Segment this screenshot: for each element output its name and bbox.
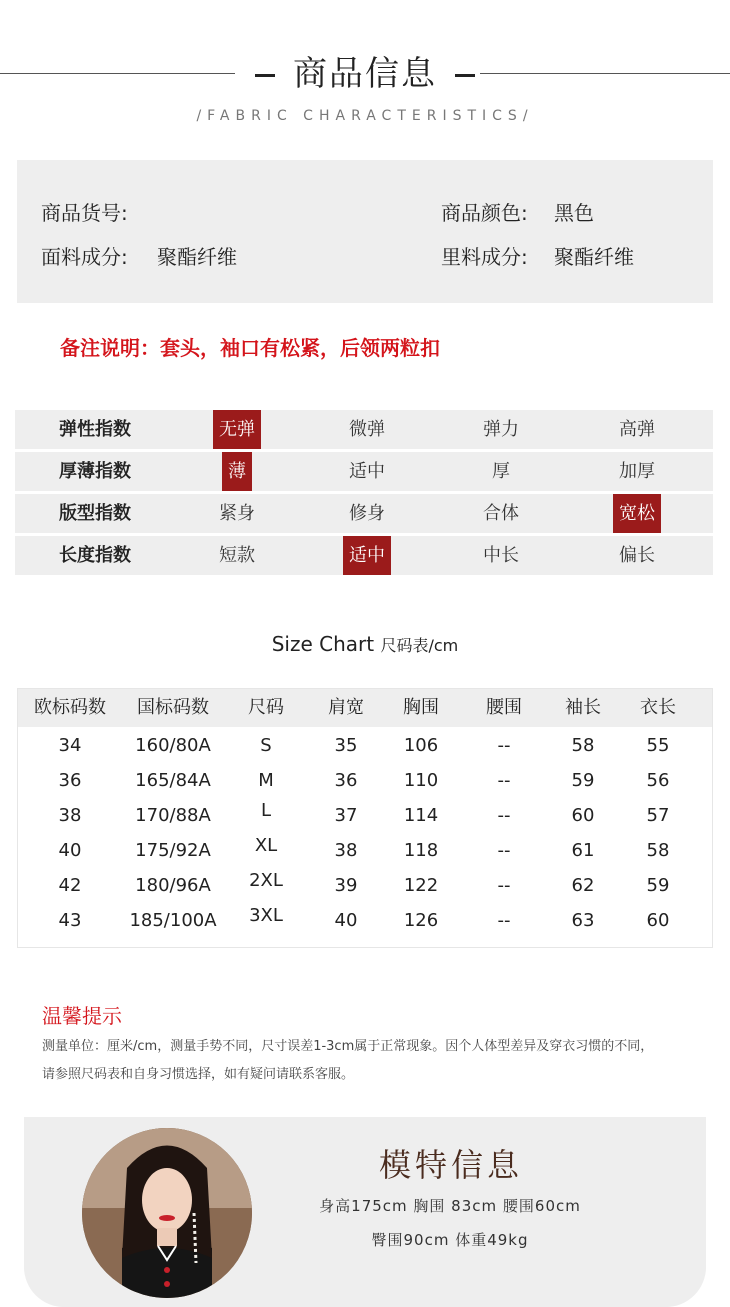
index-option bbox=[439, 536, 563, 575]
index-option-label: 高弹 bbox=[619, 419, 655, 440]
size-chart-header-cell: 欧标码数 bbox=[34, 697, 106, 718]
product-info-panel bbox=[17, 160, 713, 303]
table-cell: 165/84A bbox=[135, 770, 211, 791]
index-option-label: 微弹 bbox=[349, 419, 385, 440]
index-row-label: 弹性指数 bbox=[59, 419, 131, 440]
index-option bbox=[305, 410, 429, 449]
model-portrait-image bbox=[82, 1128, 252, 1298]
dash-left bbox=[255, 74, 275, 77]
table-cell: 34 bbox=[58, 735, 82, 756]
table-cell: 57 bbox=[646, 805, 670, 826]
index-option bbox=[305, 536, 429, 575]
index-option bbox=[175, 410, 299, 449]
index-option-selected: 薄 bbox=[222, 452, 252, 491]
table-cell: -- bbox=[497, 805, 511, 826]
size-chart-table bbox=[17, 688, 713, 948]
index-row bbox=[15, 410, 713, 449]
index-option-label: 短款 bbox=[219, 545, 255, 566]
table-cell: 38 bbox=[58, 805, 82, 826]
table-cell: L bbox=[260, 800, 272, 821]
index-option-label: 中长 bbox=[483, 545, 519, 566]
lining-value: 聚酯纤维 bbox=[554, 245, 634, 269]
index-option-label: 修身 bbox=[349, 503, 385, 524]
table-cell: 59 bbox=[646, 875, 670, 896]
fabric-value: 聚酯纤维 bbox=[157, 245, 237, 269]
model-measurements-1: 身高175cm 胸围 83cm 腰围60cm bbox=[319, 1197, 581, 1215]
table-cell: -- bbox=[497, 735, 511, 756]
table-row bbox=[18, 770, 712, 800]
table-cell: 61 bbox=[571, 840, 595, 861]
index-option-label: 厚 bbox=[492, 461, 510, 482]
color-label: 商品颜色: bbox=[441, 201, 528, 225]
size-chart-header-cell: 国标码数 bbox=[137, 697, 209, 718]
index-option bbox=[439, 410, 563, 449]
table-cell: S bbox=[260, 735, 272, 756]
table-cell: M bbox=[258, 770, 274, 791]
table-cell: 3XL bbox=[249, 905, 283, 926]
size-chart-header-cell: 袖长 bbox=[565, 697, 601, 718]
tip-line-2: 请参照尺码表和自身习惯选择，如有疑问请联系客服。 bbox=[42, 1067, 355, 1082]
tip-line-1: 测量单位：厘米/cm，测量手势不同，尺寸误差1-3cm属于正常现象。因个人体型差异及穿衣习惯的不同， bbox=[42, 1039, 654, 1054]
index-option bbox=[305, 452, 429, 491]
table-cell: 180/96A bbox=[135, 875, 211, 896]
model-avatar bbox=[82, 1128, 252, 1298]
size-chart-header-cell: 胸围 bbox=[403, 697, 439, 718]
model-info-title: 模特信息 bbox=[378, 1146, 523, 1184]
table-cell: -- bbox=[497, 840, 511, 861]
table-cell: 37 bbox=[334, 805, 358, 826]
table-cell: 110 bbox=[403, 770, 439, 791]
index-option-label: 紧身 bbox=[219, 503, 255, 524]
table-cell: 36 bbox=[334, 770, 358, 791]
index-option bbox=[575, 452, 699, 491]
index-row bbox=[15, 452, 713, 491]
size-chart-header-cell: 衣长 bbox=[640, 697, 676, 718]
index-option bbox=[175, 536, 299, 575]
color-value: 黑色 bbox=[554, 201, 594, 225]
size-chart-title-en: Size Chart bbox=[271, 632, 375, 656]
table-cell: 175/92A bbox=[135, 840, 211, 861]
page-title-wrap bbox=[0, 46, 730, 95]
table-cell: 160/80A bbox=[135, 735, 211, 756]
index-option bbox=[575, 494, 699, 533]
index-option bbox=[439, 494, 563, 533]
lining-label: 里料成分: bbox=[441, 245, 528, 269]
table-cell: 58 bbox=[646, 840, 670, 861]
index-option-label: 适中 bbox=[349, 461, 385, 482]
table-cell: 43 bbox=[58, 910, 82, 931]
fabric-label: 面料成分: bbox=[41, 245, 128, 269]
table-cell: 40 bbox=[58, 840, 82, 861]
size-chart-header-cell: 肩宽 bbox=[328, 697, 364, 718]
index-option-selected: 适中 bbox=[343, 536, 391, 575]
table-cell: 36 bbox=[58, 770, 82, 791]
table-cell: 38 bbox=[334, 840, 358, 861]
size-chart-header-cell: 腰围 bbox=[486, 697, 522, 718]
table-cell: 39 bbox=[334, 875, 358, 896]
index-row bbox=[15, 536, 713, 575]
remark-note: 备注说明：套头，袖口有松紧，后领两粒扣 bbox=[60, 336, 440, 360]
table-cell: 122 bbox=[403, 875, 439, 896]
table-cell: 118 bbox=[403, 840, 439, 861]
item-no-label: 商品货号: bbox=[41, 201, 128, 225]
index-row-label: 长度指数 bbox=[59, 545, 131, 566]
size-chart-title bbox=[0, 632, 730, 656]
table-row bbox=[18, 800, 712, 835]
index-option bbox=[175, 452, 299, 491]
index-option-label: 加厚 bbox=[619, 461, 655, 482]
index-option-label: 弹力 bbox=[483, 419, 519, 440]
index-option-selected: 宽松 bbox=[613, 494, 661, 533]
model-measurements-2: 臀围90cm 体重49kg bbox=[371, 1231, 529, 1249]
table-cell: 60 bbox=[571, 805, 595, 826]
table-cell: XL bbox=[254, 835, 278, 856]
page-title: 商品信息 bbox=[293, 54, 437, 94]
table-cell: -- bbox=[497, 875, 511, 896]
table-cell: 60 bbox=[646, 910, 670, 931]
table-cell: -- bbox=[497, 770, 511, 791]
table-cell: 62 bbox=[571, 875, 595, 896]
table-cell: 42 bbox=[58, 875, 82, 896]
table-cell: 2XL bbox=[249, 870, 283, 891]
table-row bbox=[18, 735, 712, 765]
table-cell: 126 bbox=[403, 910, 439, 931]
table-cell: 59 bbox=[571, 770, 595, 791]
dash-right bbox=[455, 74, 475, 77]
table-cell: 185/100A bbox=[129, 910, 217, 931]
page-subtitle: /FABRIC CHARACTERISTICS/ bbox=[196, 108, 534, 124]
index-option-label: 合体 bbox=[483, 503, 519, 524]
tip-title: 温馨提示 bbox=[42, 1004, 122, 1028]
table-cell: 106 bbox=[403, 735, 439, 756]
index-option-label: 偏长 bbox=[619, 545, 655, 566]
table-row bbox=[18, 905, 712, 940]
size-chart-title-cn: 尺码表/cm bbox=[380, 636, 459, 655]
table-cell: 114 bbox=[403, 805, 439, 826]
table-cell: 56 bbox=[646, 770, 670, 791]
index-option-selected: 无弹 bbox=[213, 410, 261, 449]
table-row bbox=[18, 835, 712, 870]
index-option bbox=[439, 452, 563, 491]
index-option bbox=[575, 410, 699, 449]
size-chart-header-cell: 尺码 bbox=[248, 697, 284, 718]
table-cell: 40 bbox=[334, 910, 358, 931]
index-option bbox=[575, 536, 699, 575]
table-cell: 63 bbox=[571, 910, 595, 931]
table-cell: 58 bbox=[571, 735, 595, 756]
index-row bbox=[15, 494, 713, 533]
table-cell: 55 bbox=[646, 735, 670, 756]
index-option bbox=[305, 494, 429, 533]
index-row-label: 厚薄指数 bbox=[59, 461, 131, 482]
index-row-label: 版型指数 bbox=[59, 503, 131, 524]
table-cell: 170/88A bbox=[135, 805, 211, 826]
table-cell: -- bbox=[497, 910, 511, 931]
table-row bbox=[18, 870, 712, 905]
index-option bbox=[175, 494, 299, 533]
table-cell: 35 bbox=[334, 735, 358, 756]
size-chart-header bbox=[18, 689, 712, 727]
